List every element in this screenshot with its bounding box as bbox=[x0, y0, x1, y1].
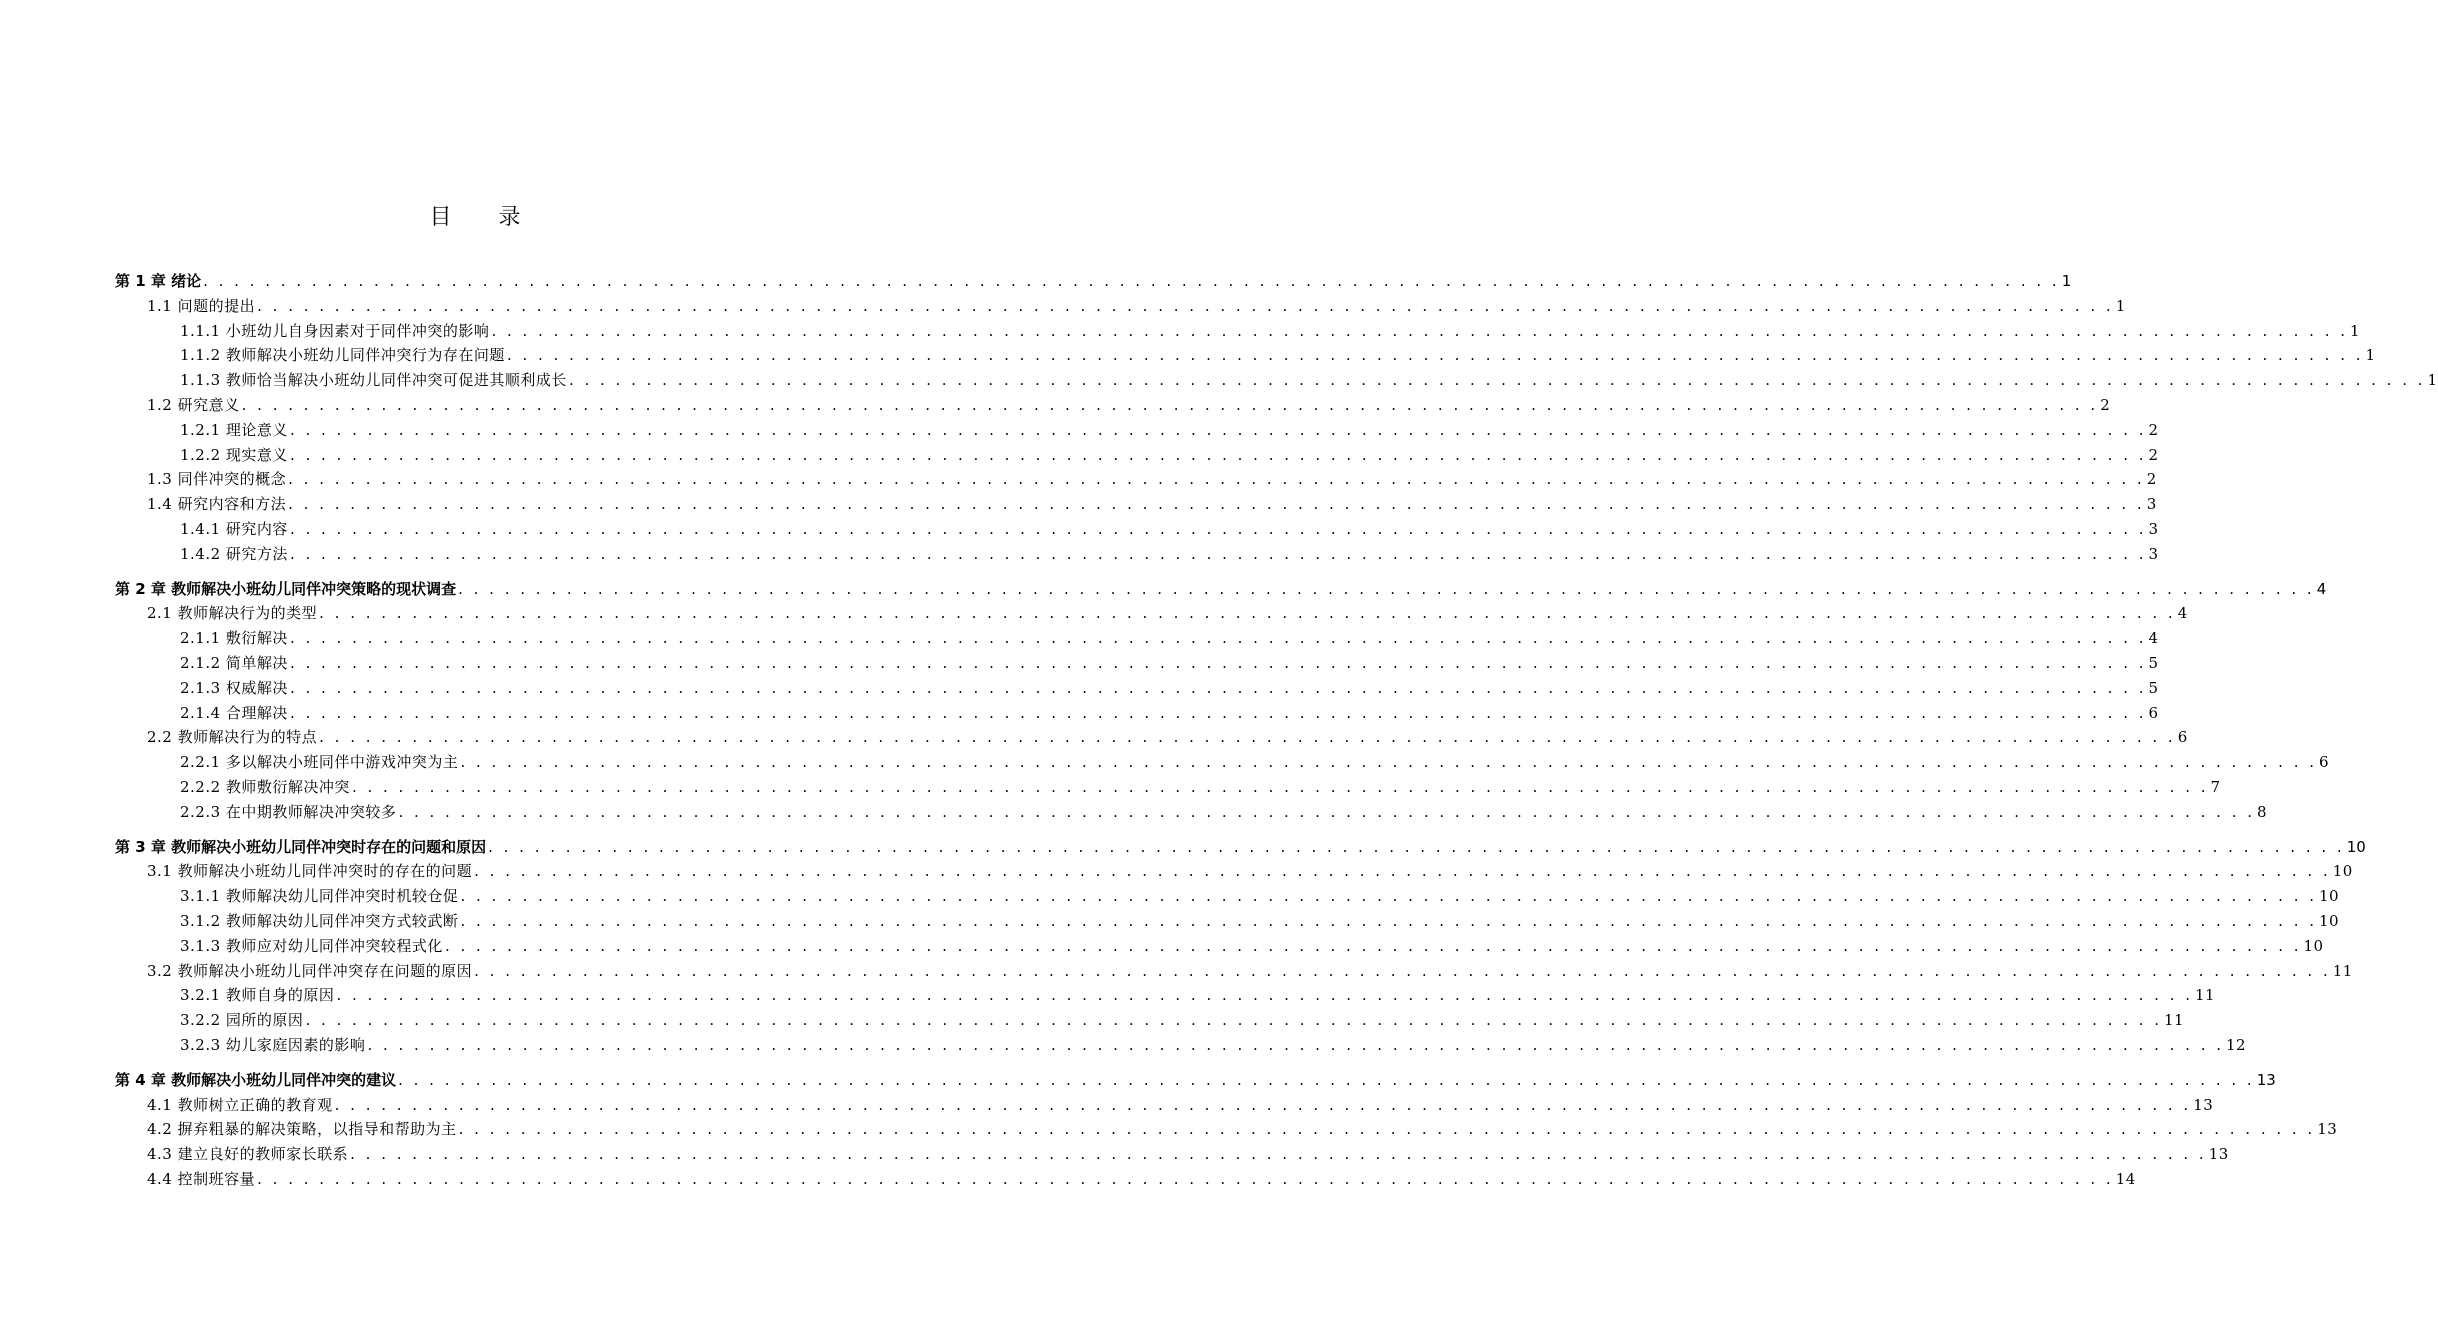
toc-page-number: 6 bbox=[2319, 753, 2330, 772]
toc-page-number: 4 bbox=[2316, 579, 2327, 598]
toc-dot-leader: . . . . . . . . . . . . . . . . . . . . . . . . . . . . . . . . . . . . . . . . . . . . . . . . . . . . . . . . . . . . . . . . . . . . . . . . . . . . . . . . . . . . . . . . . . . . . . . . . . . . . . . . . . . . . . . . . . . . . . . . bbox=[444, 936, 2302, 955]
toc-dot-leader: . . . . . . . . . . . . . . . . . . . . . . . . . . . . . . . . . . . . . . . . . . . . . . . . . . . . . . . . . . . . . . . . . . . . . . . . . . . . . . . . . . . . . . . . . . . . . . . . . . . . . . . . . . . . . . . . . . . . . . . . bbox=[289, 703, 2147, 722]
toc-section-entry[interactable] bbox=[147, 1094, 2214, 1116]
toc-page-number: 14 bbox=[2115, 1170, 2136, 1188]
toc-section-entry[interactable] bbox=[147, 1168, 2136, 1190]
toc-entry-title: 2.2.2 教师敷衍解决冲突 bbox=[180, 778, 350, 796]
toc-section-entry[interactable] bbox=[147, 960, 2353, 982]
toc-dot-leader: . . . . . . . . . . . . . . . . . . . . . . . . . . . . . . . . . . . . . . . . . . . . . . . . . . . . . . . . . . . . . . . . . . . . . . . . . . . . . . . . . . . . . . . . . . . . . . . . . . . . . . . . . . . . . . . . . . . . . . . . bbox=[398, 802, 2256, 821]
toc-entry-title: 4.2 摒弃粗暴的解决策略，以指导和帮助为主 bbox=[147, 1120, 457, 1139]
toc-page-number: 1 bbox=[2115, 296, 2126, 315]
toc-page-number: 10 bbox=[2303, 936, 2324, 955]
toc-entry-title: 第 2 章 教师解决小班幼儿同伴冲突策略的现状调查 bbox=[115, 579, 457, 598]
toc-page-number: 10 bbox=[2319, 887, 2340, 906]
toc-subsection-entry[interactable] bbox=[180, 444, 2159, 466]
toc-page-number: 13 bbox=[2193, 1095, 2214, 1114]
toc-page-number: 2 bbox=[2148, 445, 2159, 464]
toc-dot-leader: . . . . . . . . . . . . . . . . . . . . . . . . . . . . . . . . . . . . . . . . . . . . . . . . . . . . . . . . . . . . . . . . . . . . . . . . . . . . . . . . . . . . . . . . . . . . . . . . . . . . . . . . . . . . . . . . . . . . . . . . bbox=[288, 495, 2145, 514]
toc-entry-title: 2.2 教师解决行为的特点 bbox=[147, 728, 318, 747]
toc-page-number: 3 bbox=[2146, 495, 2157, 514]
toc-subsection-entry[interactable] bbox=[180, 935, 2324, 957]
toc-page-number: 8 bbox=[2257, 802, 2268, 821]
toc-entry-title: 4.3 建立良好的教师家长联系 bbox=[147, 1145, 349, 1164]
toc-dot-leader: . . . . . . . . . . . . . . . . . . . . . . . . . . . . . . . . . . . . . . . . . . . . . . . . . . . . . . . . . . . . . . . . . . . . . . . . . . . . . . . . . . . . . . . . . . . . . . . . . . . . . . . . . . . . . . . . . . . . . . . . bbox=[460, 753, 2318, 772]
toc-page-number: 11 bbox=[2332, 961, 2353, 980]
toc-subsection-entry[interactable] bbox=[180, 627, 2159, 649]
toc-subsection-entry[interactable] bbox=[180, 910, 2340, 932]
toc-subsection-entry[interactable] bbox=[180, 801, 2268, 823]
toc-page-number: 1 bbox=[2427, 371, 2438, 390]
toc-page-number: 6 bbox=[2148, 703, 2159, 722]
toc-dot-leader: . . . . . . . . . . . . . . . . . . . . . . . . . . . . . . . . . . . . . . . . . . . . . . . . . . . . . . . . . . . . . . . . . . . . . . . . . . . . . . . . . . . . . . . . . . . . . . . . . . . . . . . . . . . . . . . . . . . . . . . . bbox=[289, 420, 2147, 439]
toc-dot-leader: . . . . . . . . . . . . . . . . . . . . . . . . . . . . . . . . . . . . . . . . . . . . . . . . . . . . . . . . . . . . . . . . . . . . . . . . . . . . . . . . . . . . . . . . . . . . . . . . . . . . . . . . . . . . . . . . . . . . . . . . bbox=[319, 728, 2176, 747]
toc-dot-leader: . . . . . . . . . . . . . . . . . . . . . . . . . . . . . . . . . . . . . . . . . . . . . . . . . . . . . . . . . . . . . . . . . . . . . . . . . . . . . . . . . . . . . . . . . . . . . . . . . . . . . . . . . . . . . . . . . . . . . . . . bbox=[568, 371, 2426, 390]
toc-dot-leader: . . . . . . . . . . . . . . . . . . . . . . . . . . . . . . . . . . . . . . . . . . . . . . . . . . . . . . . . . . . . . . . . . . . . . . . . . . . . . . . . . . . . . . . . . . . . . . . . . . . . . . . . . . . . . . . . . . . . . . . . bbox=[351, 778, 2209, 796]
toc-entry-title: 3.1 教师解决小班幼儿同伴冲突时的存在的问题 bbox=[147, 862, 473, 881]
toc-entry-title: 1.4.1 研究内容 bbox=[180, 520, 288, 538]
toc-dot-leader: . . . . . . . . . . . . . . . . . . . . . . . . . . . . . . . . . . . . . . . . . . . . . . . . . . . . . . . . . . . . . . . . . . . . . . . . . . . . . . . . . . . . . . . . . . . . . . . . . . . . . . . . . . . . . . . . . . . . . . . . bbox=[289, 520, 2147, 538]
toc-entry-title: 1.2.1 理论意义 bbox=[180, 420, 288, 439]
toc-entry-title: 2.2.3 在中期教师解决冲突较多 bbox=[180, 802, 397, 821]
toc-page-number: 6 bbox=[2177, 728, 2188, 747]
toc-entry-title: 1.1.3 教师恰当解决小班幼儿同伴冲突可促进其顺利成长 bbox=[180, 371, 567, 390]
toc-subsection-entry[interactable] bbox=[180, 677, 2159, 699]
toc-chapter-entry[interactable] bbox=[115, 1069, 2276, 1091]
toc-entry-title: 2.1.1 敷衍解决 bbox=[180, 629, 288, 648]
toc-entry-title: 2.1.2 简单解决 bbox=[180, 654, 288, 672]
toc-section-entry[interactable] bbox=[147, 394, 2111, 416]
toc-dot-leader: . . . . . . . . . . . . . . . . . . . . . . . . . . . . . . . . . . . . . . . . . . . . . . . . . . . . . . . . . . . . . . . . . . . . . . . . . . . . . . . . . . . . . . . . . . . . . . . . . . . . . . . . . . . . . . . . . . . . . . . . bbox=[488, 837, 2345, 856]
toc-dot-leader: . . . . . . . . . . . . . . . . . . . . . . . . . . . . . . . . . . . . . . . . . . . . . . . . . . . . . . . . . . . . . . . . . . . . . . . . . . . . . . . . . . . . . . . . . . . . . . . . . . . . . . . . . . . . . . . . . . . . . . . . bbox=[289, 654, 2147, 672]
toc-dot-leader: . . . . . . . . . . . . . . . . . . . . . . . . . . . . . . . . . . . . . . . . . . . . . . . . . . . . . . . . . . . . . . . . . . . . . . . . . . . . . . . . . . . . . . . . . . . . . . . . . . . . . . . . . . . . . . . . . . . . . . . . bbox=[289, 445, 2147, 464]
toc-section-entry[interactable] bbox=[147, 295, 2126, 317]
toc-entry-title: 2.2.1 多以解决小班同伴中游戏冲突为主 bbox=[180, 753, 459, 772]
toc-dot-leader: . . . . . . . . . . . . . . . . . . . . . . . . . . . . . . . . . . . . . . . . . . . . . . . . . . . . . . . . . . . . . . . . . . . . . . . . . . . . . . . . . . . . . . . . . . . . . . . . . . . . . . . . . . . . . . . . . . . . . . . . bbox=[474, 961, 2331, 980]
toc-entry-title: 3.1.2 教师解决幼儿同伴冲突方式较武断 bbox=[180, 912, 459, 930]
toc-dot-leader: . . . . . . . . . . . . . . . . . . . . . . . . . . . . . . . . . . . . . . . . . . . . . . . . . . . . . . . . . . . . . . . . . . . . . . . . . . . . . . . . . . . . . . . . . . . . . . . . . . . . . . . . . . . . . . . . . . . . . . . . bbox=[334, 1095, 2192, 1114]
toc-entry-title: 1.1.1 小班幼儿自身因素对于同伴冲突的影响 bbox=[180, 321, 490, 340]
toc-dot-leader: . . . . . . . . . . . . . . . . . . . . . . . . . . . . . . . . . . . . . . . . . . . . . . . . . . . . . . . . . . . . . . . . . . . . . . . . . . . . . . . . . . . . . . . . . . . . . . . . . . . . . . . . . . . . . . . . . . . . . . . . bbox=[491, 321, 2349, 340]
toc-subsection-entry[interactable] bbox=[180, 1009, 2185, 1031]
toc-section-entry[interactable] bbox=[147, 1118, 2338, 1140]
toc-entry-title: 3.1.3 教师应对幼儿同伴冲突较程式化 bbox=[180, 936, 443, 955]
toc-page-number: 7 bbox=[2210, 778, 2221, 796]
toc-page-number: 4 bbox=[2148, 629, 2159, 648]
toc-subsection-entry[interactable] bbox=[180, 419, 2159, 441]
toc-entry-title: 3.2.3 幼儿家庭因素的影响 bbox=[180, 1036, 366, 1054]
toc-subsection-entry[interactable] bbox=[180, 344, 2376, 366]
toc-page-number: 12 bbox=[2226, 1036, 2247, 1054]
toc-page-number: 2 bbox=[2100, 396, 2111, 414]
toc-dot-leader: . . . . . . . . . . . . . . . . . . . . . . . . . . . . . . . . . . . . . . . . . . . . . . . . . . . . . . . . . . . . . . . . . . . . . . . . . . . . . . . . . . . . . . . . . . . . . . . . . . . . . . . . . . . . . . . . . . . . . . . . bbox=[305, 1011, 2163, 1030]
toc-page-number: 11 bbox=[2164, 1011, 2185, 1030]
toc-page-number: 10 bbox=[2346, 837, 2366, 856]
toc-entry-title: 第 1 章 绪论 bbox=[115, 272, 202, 290]
toc-entry-title: 4.1 教师树立正确的教育观 bbox=[147, 1095, 333, 1114]
toc-entry-title: 2.1.4 合理解决 bbox=[180, 703, 288, 722]
toc-entry-title: 第 3 章 教师解决小班幼儿同伴冲突时存在的问题和原因 bbox=[115, 837, 487, 856]
toc-chapter-entry[interactable] bbox=[115, 578, 2327, 600]
toc-dot-leader: . . . . . . . . . . . . . . . . . . . . . . . . . . . . . . . . . . . . . . . . . . . . . . . . . . . . . . . . . . . . . . . . . . . . . . . . . . . . . . . . . . . . . . . . . . . . . . . . . . . . . . . . . . . . . . . . . . . . . . . . bbox=[289, 544, 2147, 563]
toc-dot-leader: . . . . . . . . . . . . . . . . . . . . . . . . . . . . . . . . . . . . . . . . . . . . . . . . . . . . . . . . . . . . . . . . . . . . . . . . . . . . . . . . . . . . . . . . . . . . . . . . . . . . . . . . . . . . . . . . . . . . . . . . bbox=[288, 470, 2145, 489]
toc-page-number: 5 bbox=[2148, 678, 2159, 697]
toc-page-number: 1 bbox=[2365, 346, 2376, 365]
toc-subsection-entry[interactable] bbox=[180, 543, 2159, 565]
toc-entry-title: 1.4.2 研究方法 bbox=[180, 544, 288, 563]
toc-subsection-entry[interactable] bbox=[180, 751, 2330, 773]
toc-section-entry[interactable] bbox=[147, 860, 2353, 882]
toc-page-number: 3 bbox=[2148, 520, 2159, 538]
toc-entry-title: 1.1.2 教师解决小班幼儿同伴冲突行为存在问题 bbox=[180, 346, 505, 365]
toc-page-number: 10 bbox=[2319, 912, 2340, 930]
toc-dot-leader: . . . . . . . . . . . . . . . . . . . . . . . . . . . . . . . . . . . . . . . . . . . . . . . . . . . . . . . . . . . . . . . . . . . . . . . . . . . . . . . . . . . . . . . . . . . . . . . . . . . . . . . . . . . . . . . . . . . . . . . . bbox=[506, 346, 2364, 365]
toc-dot-leader: . . . . . . . . . . . . . . . . . . . . . . . . . . . . . . . . . . . . . . . . . . . . . . . . . . . . . . . . . . . . . . . . . . . . . . . . . . . . . . . . . . . . . . . . . . . . . . . . . . . . . . . . . . . . . . . . . . . . . . . . bbox=[336, 986, 2194, 1005]
toc-page-number: 1 bbox=[2350, 321, 2361, 340]
toc-dot-leader: . . . . . . . . . . . . . . . . . . . . . . . . . . . . . . . . . . . . . . . . . . . . . . . . . . . . . . . . . . . . . . . . . . . . . . . . . . . . . . . . . . . . . . . . . . . . . . . . . . . . . . . . . . . . . . . . . . . . . . . . bbox=[289, 629, 2147, 648]
toc-subsection-entry[interactable] bbox=[180, 1034, 2247, 1056]
toc-entry-title: 3.2.1 教师自身的原因 bbox=[180, 986, 335, 1005]
toc-section-entry[interactable] bbox=[147, 726, 2188, 748]
toc-section-entry[interactable] bbox=[147, 602, 2188, 624]
toc-page-number: 2 bbox=[2146, 470, 2157, 489]
toc-subsection-entry[interactable] bbox=[180, 369, 2438, 391]
toc-dot-leader: . . . . . . . . . . . . . . . . . . . . . . . . . . . . . . . . . . . . . . . . . . . . . . . . . . . . . . . . . . . . . . . . . . . . . . . . . . . . . . . . . . . . . . . . . . . . . . . . . . . . . . . . . . . . . . . . . . . . . . . . bbox=[458, 1120, 2316, 1139]
toc-page-number: 13 bbox=[2256, 1070, 2276, 1089]
toc-subsection-entry[interactable] bbox=[180, 652, 2159, 674]
toc-subsection-entry[interactable] bbox=[180, 984, 2216, 1006]
toc-entry-title: 1.3 同伴冲突的概念 bbox=[147, 470, 287, 489]
toc-page-number: 13 bbox=[2317, 1120, 2338, 1139]
toc-dot-leader: . . . . . . . . . . . . . . . . . . . . . . . . . . . . . . . . . . . . . . . . . . . . . . . . . . . . . . . . . . . . . . . . . . . . . . . . . . . . . . . . . . . . . . . . . . . . . . . . . . . . . . . . . . . . . . . . . . . . . . . . bbox=[367, 1036, 2225, 1054]
toc-dot-leader: . . . . . . . . . . . . . . . . . . . . . . . . . . . . . . . . . . . . . . . . . . . . . . . . . . . . . . . . . . . . . . . . . . . . . . . . . . . . . . . . . . . . . . . . . . . . . . . . . . . . . . . . . . . . . . . . . . . . . . . . bbox=[319, 604, 2176, 623]
toc-section-entry[interactable] bbox=[147, 493, 2157, 515]
toc-page-number: 10 bbox=[2332, 862, 2353, 881]
toc-entry-title: 2.1.3 权威解决 bbox=[180, 678, 288, 697]
toc-page-number: 2 bbox=[2148, 420, 2159, 439]
toc-section-entry[interactable] bbox=[147, 1143, 2229, 1165]
toc-chapter-entry[interactable] bbox=[115, 836, 2366, 858]
toc-dot-leader: . . . . . . . . . . . . . . . . . . . . . . . . . . . . . . . . . . . . . . . . . . . . . . . . . . . . . . . . . . . . . . . . . . . . . . . . . . . . . . . . . . . . . . . . . . . . . . . . . . . . . . . . . . . . . . . . . . . . . . . . bbox=[398, 1070, 2255, 1089]
toc-dot-leader: . . . . . . . . . . . . . . . . . . . . . . . . . . . . . . . . . . . . . . . . . . . . . . . . . . . . . . . . . . . . . . . . . . . . . . . . . . . . . . . . . . . . . . . . . . . . . . . . . . . . . . . . . . . . . . . . . . . . . . . . bbox=[460, 887, 2318, 906]
toc-dot-leader: . . . . . . . . . . . . . . . . . . . . . . . . . . . . . . . . . . . . . . . . . . . . . . . . . . . . . . . . . . . . . . . . . . . . . . . . . . . . . . . . . . . . . . . . . . . . . . . . . . . . . . . . . . . . . . . . . . . . . . . . bbox=[458, 579, 2315, 598]
toc-dot-leader: . . . . . . . . . . . . . . . . . . . . . . . . . . . . . . . . . . . . . . . . . . . . . . . . . . . . . . . . . . . . . . . . . . . . . . . . . . . . . . . . . . . . . . . . . . . . . . . . . . . . . . . . . . . . . . . . . . . . . . . . bbox=[257, 1170, 2114, 1188]
toc-entry-title: 1.2 研究意义 bbox=[147, 396, 240, 414]
toc-dot-leader: . . . . . . . . . . . . . . . . . . . . . . . . . . . . . . . . . . . . . . . . . . . . . . . . . . . . . . . . . . . . . . . . . . . . . . . . . . . . . . . . . . . . . . . . . . . . . . . . . . . . . . . . . . . . . . . . . . . . . . . . bbox=[241, 396, 2099, 414]
toc-entry-title: 2.1 教师解决行为的类型 bbox=[147, 604, 318, 623]
toc-entry-title: 3.2 教师解决小班幼儿同伴冲突存在问题的原因 bbox=[147, 961, 473, 980]
toc-entry-title: 1.2.2 现实意义 bbox=[180, 445, 288, 464]
toc-entry-title: 3.2.2 园所的原因 bbox=[180, 1011, 304, 1030]
toc-subsection-entry[interactable] bbox=[180, 885, 2340, 907]
toc-page-number: 1 bbox=[2061, 272, 2072, 290]
toc-subsection-entry[interactable] bbox=[180, 320, 2361, 342]
toc-subsection-entry[interactable] bbox=[180, 702, 2159, 724]
toc-entry-title: 第 4 章 教师解决小班幼儿同伴冲突的建议 bbox=[115, 1070, 397, 1089]
toc-entry-title: 1.4 研究内容和方法 bbox=[147, 495, 287, 514]
toc-page-number: 5 bbox=[2148, 654, 2159, 672]
toc-dot-leader: . . . . . . . . . . . . . . . . . . . . . . . . . . . . . . . . . . . . . . . . . . . . . . . . . . . . . . . . . . . . . . . . . . . . . . . . . . . . . . . . . . . . . . . . . . . . . . . . . . . . . . . . . . . . . . . . . . . . . . . . bbox=[257, 296, 2114, 315]
toc-subsection-entry[interactable] bbox=[180, 518, 2159, 540]
toc-dot-leader: . . . . . . . . . . . . . . . . . . . . . . . . . . . . . . . . . . . . . . . . . . . . . . . . . . . . . . . . . . . . . . . . . . . . . . . . . . . . . . . . . . . . . . . . . . . . . . . . . . . . . . . . . . . . . . . . . . . . . . . . bbox=[203, 272, 2060, 290]
toc-entry-title: 1.1 问题的提出 bbox=[147, 296, 256, 315]
toc-dot-leader: . . . . . . . . . . . . . . . . . . . . . . . . . . . . . . . . . . . . . . . . . . . . . . . . . . . . . . . . . . . . . . . . . . . . . . . . . . . . . . . . . . . . . . . . . . . . . . . . . . . . . . . . . . . . . . . . . . . . . . . . bbox=[460, 912, 2318, 930]
toc-dot-leader: . . . . . . . . . . . . . . . . . . . . . . . . . . . . . . . . . . . . . . . . . . . . . . . . . . . . . . . . . . . . . . . . . . . . . . . . . . . . . . . . . . . . . . . . . . . . . . . . . . . . . . . . . . . . . . . . . . . . . . . . bbox=[289, 678, 2147, 697]
toc-entry-title: 4.4 控制班容量 bbox=[147, 1170, 256, 1188]
toc-dot-leader: . . . . . . . . . . . . . . . . . . . . . . . . . . . . . . . . . . . . . . . . . . . . . . . . . . . . . . . . . . . . . . . . . . . . . . . . . . . . . . . . . . . . . . . . . . . . . . . . . . . . . . . . . . . . . . . . . . . . . . . . bbox=[350, 1145, 2207, 1164]
toc-dot-leader: . . . . . . . . . . . . . . . . . . . . . . . . . . . . . . . . . . . . . . . . . . . . . . . . . . . . . . . . . . . . . . . . . . . . . . . . . . . . . . . . . . . . . . . . . . . . . . . . . . . . . . . . . . . . . . . . . . . . . . . . bbox=[474, 862, 2331, 881]
toc-chapter-entry[interactable] bbox=[115, 270, 2072, 292]
page-title: 目 录 bbox=[429, 205, 541, 230]
toc-page-number: 4 bbox=[2177, 604, 2188, 623]
toc-page-number: 13 bbox=[2208, 1145, 2229, 1164]
toc-subsection-entry[interactable] bbox=[180, 776, 2221, 798]
toc-entry-title: 3.1.1 教师解决幼儿同伴冲突时机较仓促 bbox=[180, 887, 459, 906]
toc-section-entry[interactable] bbox=[147, 468, 2157, 490]
toc-page-number: 3 bbox=[2148, 544, 2159, 563]
toc-page-number: 11 bbox=[2195, 986, 2216, 1005]
